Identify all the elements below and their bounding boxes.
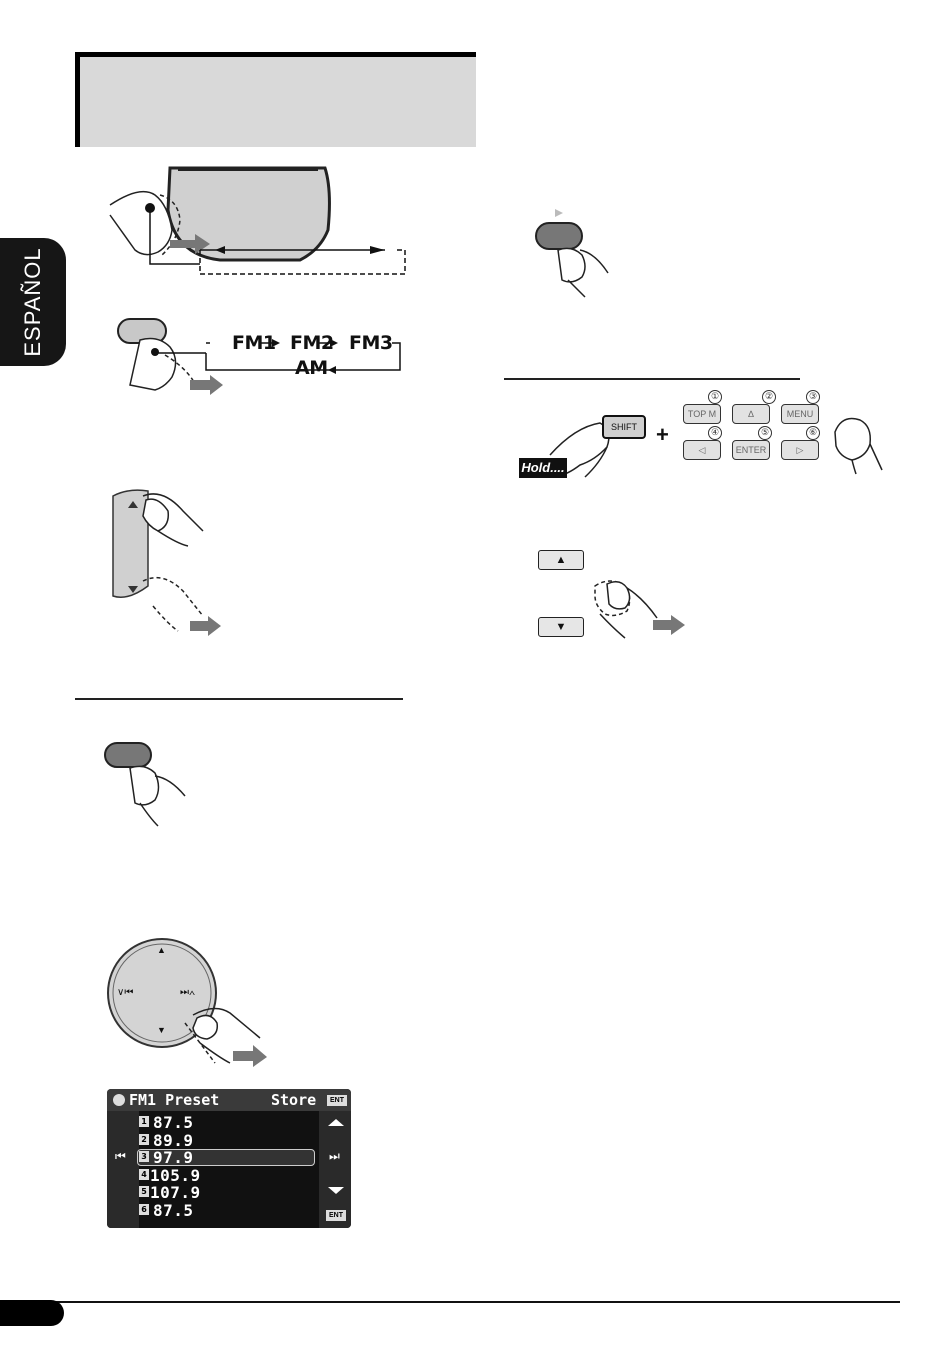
arrow-finger-illustration (585, 576, 695, 646)
nav-dial-illustration (105, 933, 275, 1073)
next-icon[interactable]: ⏭ (329, 1149, 340, 1163)
page-number-tab (0, 1300, 64, 1326)
preset-row[interactable] (139, 1202, 319, 1219)
key-finger-illustration (830, 412, 890, 477)
preset-number: 3 (139, 1151, 149, 1162)
key-number-4: ④ (708, 426, 722, 440)
key-number-2: ② (762, 390, 776, 404)
screen-title: FM1 Preset (129, 1091, 220, 1109)
right-key[interactable]: ▷ (781, 440, 819, 460)
hold-label: Hold.... (519, 458, 567, 478)
band-button-illustration (110, 315, 410, 410)
source-knob-illustration (100, 160, 420, 290)
preset-frequency: 89.9 (153, 1130, 194, 1150)
band-fm1: FM1 (232, 332, 276, 354)
preset-row[interactable] (139, 1184, 319, 1201)
preset-frequency: 107.9 (150, 1183, 201, 1202)
preset-frequency: 87.5 (153, 1113, 194, 1132)
preset-frequency: 87.5 (153, 1200, 194, 1220)
key-number-3: ③ (806, 390, 820, 404)
preset-number: 1 (139, 1116, 149, 1127)
left-key[interactable]: ◁ (683, 440, 721, 460)
plus-sign: + (656, 422, 669, 447)
nav-dial-left[interactable]: ∨⏮ (117, 987, 134, 998)
preset-frequency: 105.9 (150, 1165, 201, 1185)
preset-number: 5 (139, 1186, 149, 1197)
section-divider-right (504, 378, 800, 380)
preset-store-screen (107, 1089, 351, 1228)
nav-dial-right[interactable]: ⏭∧ (180, 987, 196, 998)
preset-row[interactable] (139, 1167, 319, 1184)
prev-icon[interactable]: ⏮ (115, 1149, 126, 1163)
section-title-box (75, 52, 476, 147)
play-button-illustration (530, 205, 630, 305)
top-m-key[interactable]: TOP M (683, 404, 721, 424)
single-button-illustration (100, 738, 200, 828)
rocker-illustration (108, 486, 248, 636)
preset-row[interactable] (139, 1114, 319, 1131)
screen-ent-top[interactable]: ENT (327, 1095, 347, 1106)
language-tab (0, 238, 66, 366)
footer-rule (0, 1301, 900, 1303)
arrow-down-button[interactable]: ▼ (538, 617, 584, 637)
disc-icon (113, 1094, 125, 1106)
scroll-down-icon[interactable] (328, 1187, 344, 1194)
preset-row[interactable] (139, 1149, 319, 1166)
section-divider-left (75, 698, 403, 700)
band-am: AM (295, 357, 328, 379)
preset-frequency: 97.9 (153, 1148, 194, 1167)
shift-button[interactable]: SHIFT (602, 415, 646, 439)
up-key[interactable]: ∆ (732, 404, 770, 424)
band-fm3: FM3 (349, 332, 393, 354)
screen-left-panel (107, 1111, 139, 1228)
preset-number: 6 (139, 1204, 149, 1215)
preset-number: 2 (139, 1134, 149, 1145)
language-tab-label: ESPAÑOL (20, 247, 45, 357)
arrow-up-button[interactable]: ▲ (538, 550, 584, 570)
band-fm2: FM2 (290, 332, 334, 354)
enter-key[interactable]: ENTER (732, 440, 770, 460)
preset-row[interactable] (139, 1132, 319, 1149)
scroll-up-icon[interactable] (328, 1119, 344, 1126)
nav-dial-down[interactable]: ▼ (157, 1025, 166, 1035)
screen-ent-bottom[interactable]: ENT (326, 1210, 346, 1221)
screen-mode: Store (271, 1091, 317, 1109)
menu-key[interactable]: MENU (781, 404, 819, 424)
key-number-5: ⑤ (758, 426, 772, 440)
key-number-6: ⑥ (806, 426, 820, 440)
key-number-1: ① (708, 390, 722, 404)
preset-number: 4 (139, 1169, 149, 1180)
nav-dial-up[interactable]: ▲ (157, 945, 166, 955)
